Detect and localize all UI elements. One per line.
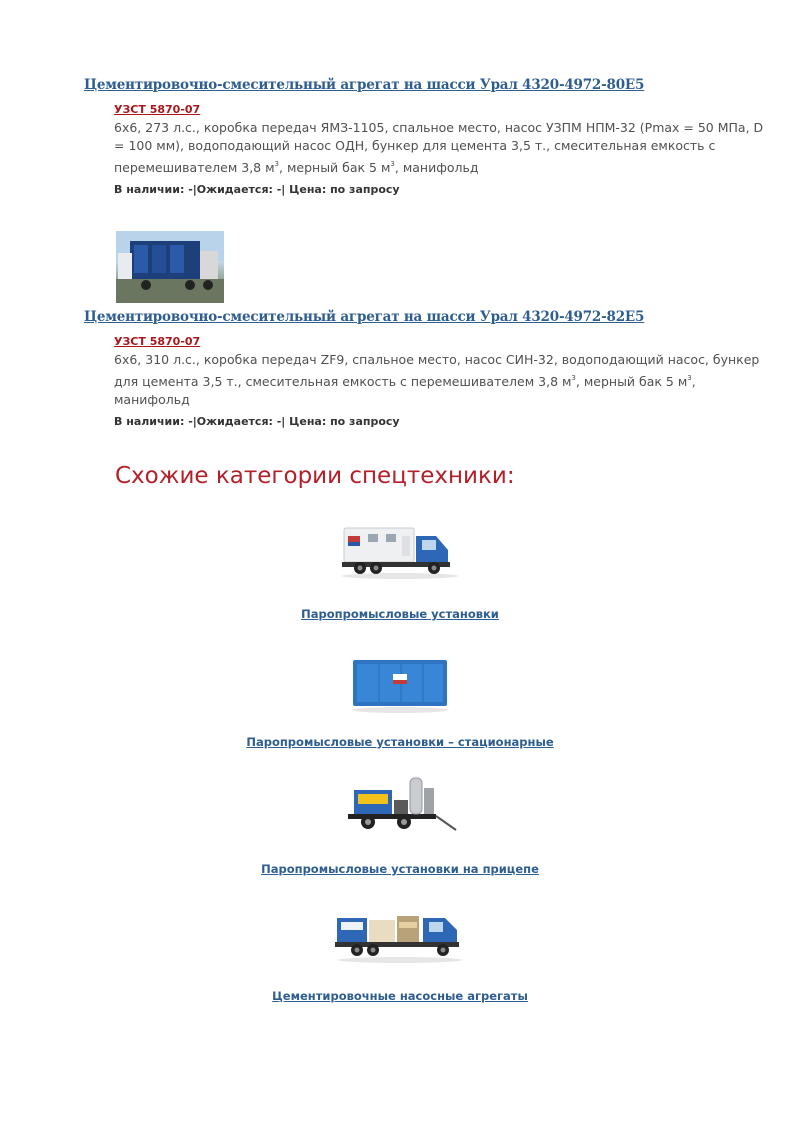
cementing-truck-icon [333, 908, 467, 964]
product-thumbnail[interactable] [116, 231, 224, 303]
category-link-2[interactable]: Паропромысловые установки – стационарные [246, 735, 554, 749]
product-availability: В наличии: -|Ожидается: -| Цена: по запросу [114, 415, 400, 428]
desc-part: 6х6, 310 л.с., коробка передач ZF9, спальное место, насос СИН-32, водоподающий насос, бункер для цемента 3,5 т., смесительная емкость с перемешивателем 3,8 м [114, 352, 760, 389]
superscript: 3 [687, 374, 692, 382]
category-link-1[interactable]: Паропромысловые установки [301, 607, 499, 621]
category-link-4[interactable]: Цементировочные насосные агрегаты [272, 989, 528, 1003]
similar-categories-heading: Схожие категории спецтехники: [115, 463, 515, 489]
superscript: 3 [571, 374, 576, 382]
superscript: 3 [390, 160, 395, 168]
desc-part: 6х6, 273 л.с., коробка передач ЯМЗ-1105, спальное место, насос УЗПМ НПМ-32 (Pmax = 50 МПа, D = 100 мм), водоподающий насос ОДН, бункер для цемента 3,5 т., смесительная емкость с перемешивателем 3,8 м [114, 120, 764, 175]
category-image-2[interactable] [0, 656, 800, 714]
desc-part: , манифольд [114, 374, 696, 407]
category-image-3[interactable] [0, 774, 800, 836]
stationary-container-icon [349, 656, 451, 714]
trailer-unit-icon [342, 774, 458, 836]
truck-photo-icon [116, 231, 224, 303]
product-body [114, 330, 764, 428]
category-link-3[interactable]: Паропромысловые установки на прицепе [261, 862, 539, 876]
product-card-2 [84, 309, 764, 428]
desc-part: , мерный бак 5 м [575, 374, 688, 389]
product-title-link[interactable]: Цементировочно-смесительный агрегат на шасси Урал 4320-4972-80Е5 [84, 77, 645, 93]
product-card-1 [84, 77, 764, 196]
product-code-link[interactable]: УЗСТ 5870-07 [114, 335, 201, 348]
superscript: 3 [274, 160, 280, 168]
category-image-1[interactable] [0, 524, 800, 580]
category-image-4[interactable] [0, 908, 800, 964]
truck-with-body-icon [338, 524, 462, 580]
product-availability: В наличии: -|Ожидается: -| Цена: по запросу [114, 183, 400, 196]
product-title-link[interactable]: Цементировочно-смесительный агрегат на шасси Урал 4320-4972-82Е5 [84, 309, 645, 325]
product-body [114, 98, 764, 196]
desc-part: , манифольд [394, 160, 479, 175]
product-code-link[interactable]: УЗСТ 5870-07 [114, 103, 201, 116]
desc-part: , мерный бак 5 м [279, 160, 391, 175]
product-description [114, 119, 764, 177]
product-description [114, 351, 764, 409]
